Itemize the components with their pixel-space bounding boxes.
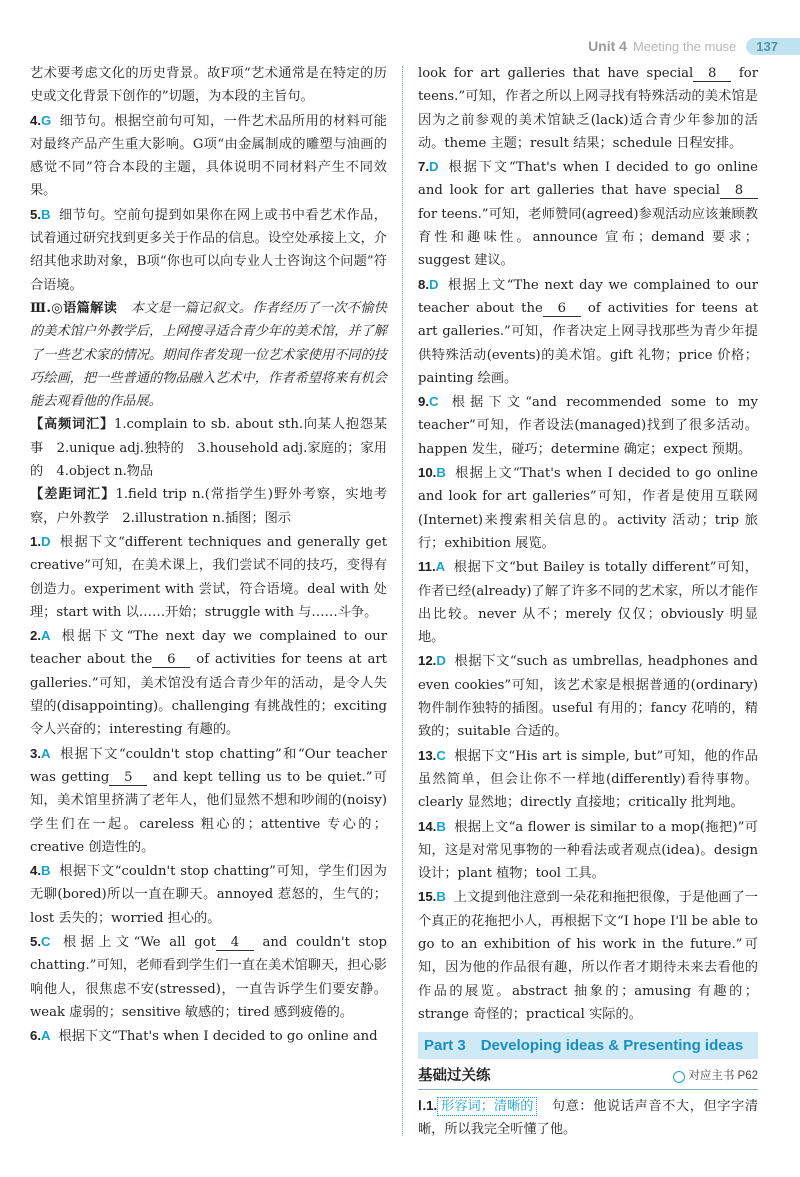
section-ref: 对应主书 P62 <box>673 1065 758 1088</box>
page-number: 137 <box>746 38 800 55</box>
column-divider <box>402 66 403 1136</box>
answer-item: 14.B 根据上文“a flower is similar to a mop(拖把)”可知，这是对常见事物的一种看法或者观点(idea)。design 设计；plant 植物；tool 工具。 <box>418 818 758 882</box>
answer-item: Ⅰ.1. 形容词；清晰的 句意：他说话声音不大，但字字清晰，所以我完全听懂了他。 <box>418 1097 759 1138</box>
magnifier-icon <box>673 1071 685 1083</box>
vocab-high-frequency: 【高频词汇】1.complain to sb. about sth.向某人抱怨某事 2.unique adj.独特的 3.household adj.家庭的；家用的 4.object n.物品 <box>30 417 388 480</box>
passage-summary: Ⅲ.◎语篇解读 本文是一篇记叙文。作者经历了一次不愉快的美术馆户外教学后，上网搜寻适合青少年的美术馆，并了解了一些艺术家的情况。期间作者发现一位艺术家使用不同的技巧绘画，把一些普通的物品融入艺术中，作者希望将来有机会能去观看他的作品展。 <box>30 300 387 410</box>
fill-blank: 5 <box>109 770 147 786</box>
fill-blank: 6 <box>152 652 190 668</box>
unit-theme: Meeting the muse <box>632 38 737 54</box>
fill-blank: 6 <box>543 301 581 317</box>
fill-blank: 4 <box>216 935 254 951</box>
fill-blank: 8 <box>720 183 758 199</box>
answer-item: 8.D 根据上文“The next day we complained to our teacher about the 6 of activities for teens at art galleries.”可知，作者决定上网寻找那些为青少年提供特殊活动(events)的美术馆。gift 礼物；price 价格；painting 绘画。 <box>418 276 758 386</box>
section-header <box>418 1065 758 1089</box>
page-header <box>588 36 800 56</box>
vocab-gap: 【差距词汇】1.field trip n.(常指学生)野外考察，实地考察，户外教学 2.illustration n.插图；图示 <box>30 487 388 526</box>
answer-item: 9.C 根据下文“and recommended some to my teacher”可知，作者设法(managed)找到了很多活动。happen 发生，碰巧；determine 确定；expect 预期。 <box>418 394 758 457</box>
answer-item: 1.D 根据下文“different techniques and generally get creative”可知，在美术课上，我们尝试不同的技巧，变得有创造力。experiment with 尝试，符合语境。deal with 处理；start with 以……开始；struggle with 与……斗争。 <box>30 533 387 620</box>
answer-item: 4.B 根据下文“couldn't stop chatting”可知，学生们因为无聊(bored)所以一直在聊天。annoyed 惹怒的，生气的；lost 丢失的；worried 担心的。 <box>30 863 387 926</box>
answer-item: 5.C 根据上文“We all got 4 and couldn't stop chatting.”可知，老师看到学生们一直在美术馆聊天，担心影响他人，很焦虑不安(stressed)，一直告诉学生们要安静。weak 虚弱的；sensitive 敏感的；tired 感到疲倦的。 <box>30 933 387 1020</box>
answer-item: 3.A 根据下文“couldn't stop chatting”和“Our teacher was getting 5 and kept telling us to be quiet.”可知，美术馆里挤满了老年人，他们显然不想和吵闹的(noisy)学生们在一起。careless 粗心的；attentive 专心的；creative 创造性的。 <box>30 745 387 855</box>
answer-item: 11.A 根据下文“but Bailey is totally different”可知，作者已经(already)了解了许多不同的艺术家，所以才能作出比较。never 从不；merely 仅仅；obviously 明显地。 <box>418 559 758 646</box>
answer-item: 6.A 根据下文“That's when I decided to go online and <box>30 1028 378 1045</box>
right-column <box>418 62 758 1141</box>
answer-item: 2.A 根据下文“The next day we complained to our teacher about the 6 of activities for teens at art galleries.”可知，美术馆没有适合青少年的活动，是令人失望的(disappointing)。challenging 有挑战性的；exciting 令人兴奋的；interesting 有趣的。 <box>30 628 387 738</box>
fill-blank: 8 <box>693 66 731 82</box>
part3-banner: Part 3 Developing ideas & Presenting ideas <box>418 1032 758 1059</box>
answer-item: 4.G 细节句。根据空前句可知，一件艺术品所用的材料可能对最终产品产生重大影响。G项“由金属制成的雕塑与油画的感觉不同”符合本段的主题，具体说明不同材料产生不同效果。 <box>30 112 387 199</box>
unit-label: Unit 4 <box>588 38 627 54</box>
answer-box: 形容词；清晰的 <box>437 1097 537 1116</box>
paragraph-intro: 艺术要考虑文化的历史背景。故F项“艺术通常是在特定的历史或文化背景下创作的”切题，为本段的主旨句。 <box>30 66 387 105</box>
answer-item: 13.C 根据下文“His art is simple, but”可知，他的作品虽然简单，但会让你不一样地(differently)看待事物。clearly 显然地；directly 直接地；critically 批判地。 <box>418 747 758 811</box>
section-title: 基础过关练 <box>418 1068 491 1085</box>
answer-item-continued: look for art galleries that have special 8 for teens.”可知，作者之所以上网寻找有特殊活动的美术馆是因为之前参观的美术馆缺乏(lack)适合青少年参加的活动。theme 主题；result 结果；schedule 日程安排。 <box>418 66 758 151</box>
answer-item: 5.B 细节句。空前句提到如果你在网上或书中看艺术作品，试着通过研究找到更多关于作品的信息。设空处承接上文，介绍其他求助对象，B项“你也可以向专业人士咨询这个问题”符合语境。 <box>30 206 387 293</box>
answer-item: 12.D 根据下文“such as umbrellas, headphones and even cookies”可知，该艺术家是根据普通的(ordinary)物件制作独特的插图。useful 有用的；fancy 花哨的，精致的；suitable 合适的。 <box>418 653 758 740</box>
answer-item: 10.B 根据上文“That's when I decided to go online and look for art galleries”可知，作者是使用互联网(Internet)来搜索相关信息的。activity 活动；trip 旅行；exhibition 展览。 <box>418 465 758 551</box>
answer-item: 7.D 根据下文“That's when I decided to go online and look for art galleries that have special 8 for teens.”可知，老师赞同(agreed)参观活动应该兼顾教育性和趣味性。announce 宣布；demand 要求；suggest 建议。 <box>418 159 758 269</box>
left-column <box>30 62 387 1048</box>
answer-item: 15.B 上文提到他注意到一朵花和拖把很像，于是他画了一个真正的花拖把小人，再根据下文“I hope I'll be able to go to an exhibition of his work in the future.”可知，因为他的作品很有趣，所以作者才期待未来去看他的作品的展览。abstract 抽象的；amusing 有趣的；strange 奇怪的；practical 实际的。 <box>418 889 758 1022</box>
